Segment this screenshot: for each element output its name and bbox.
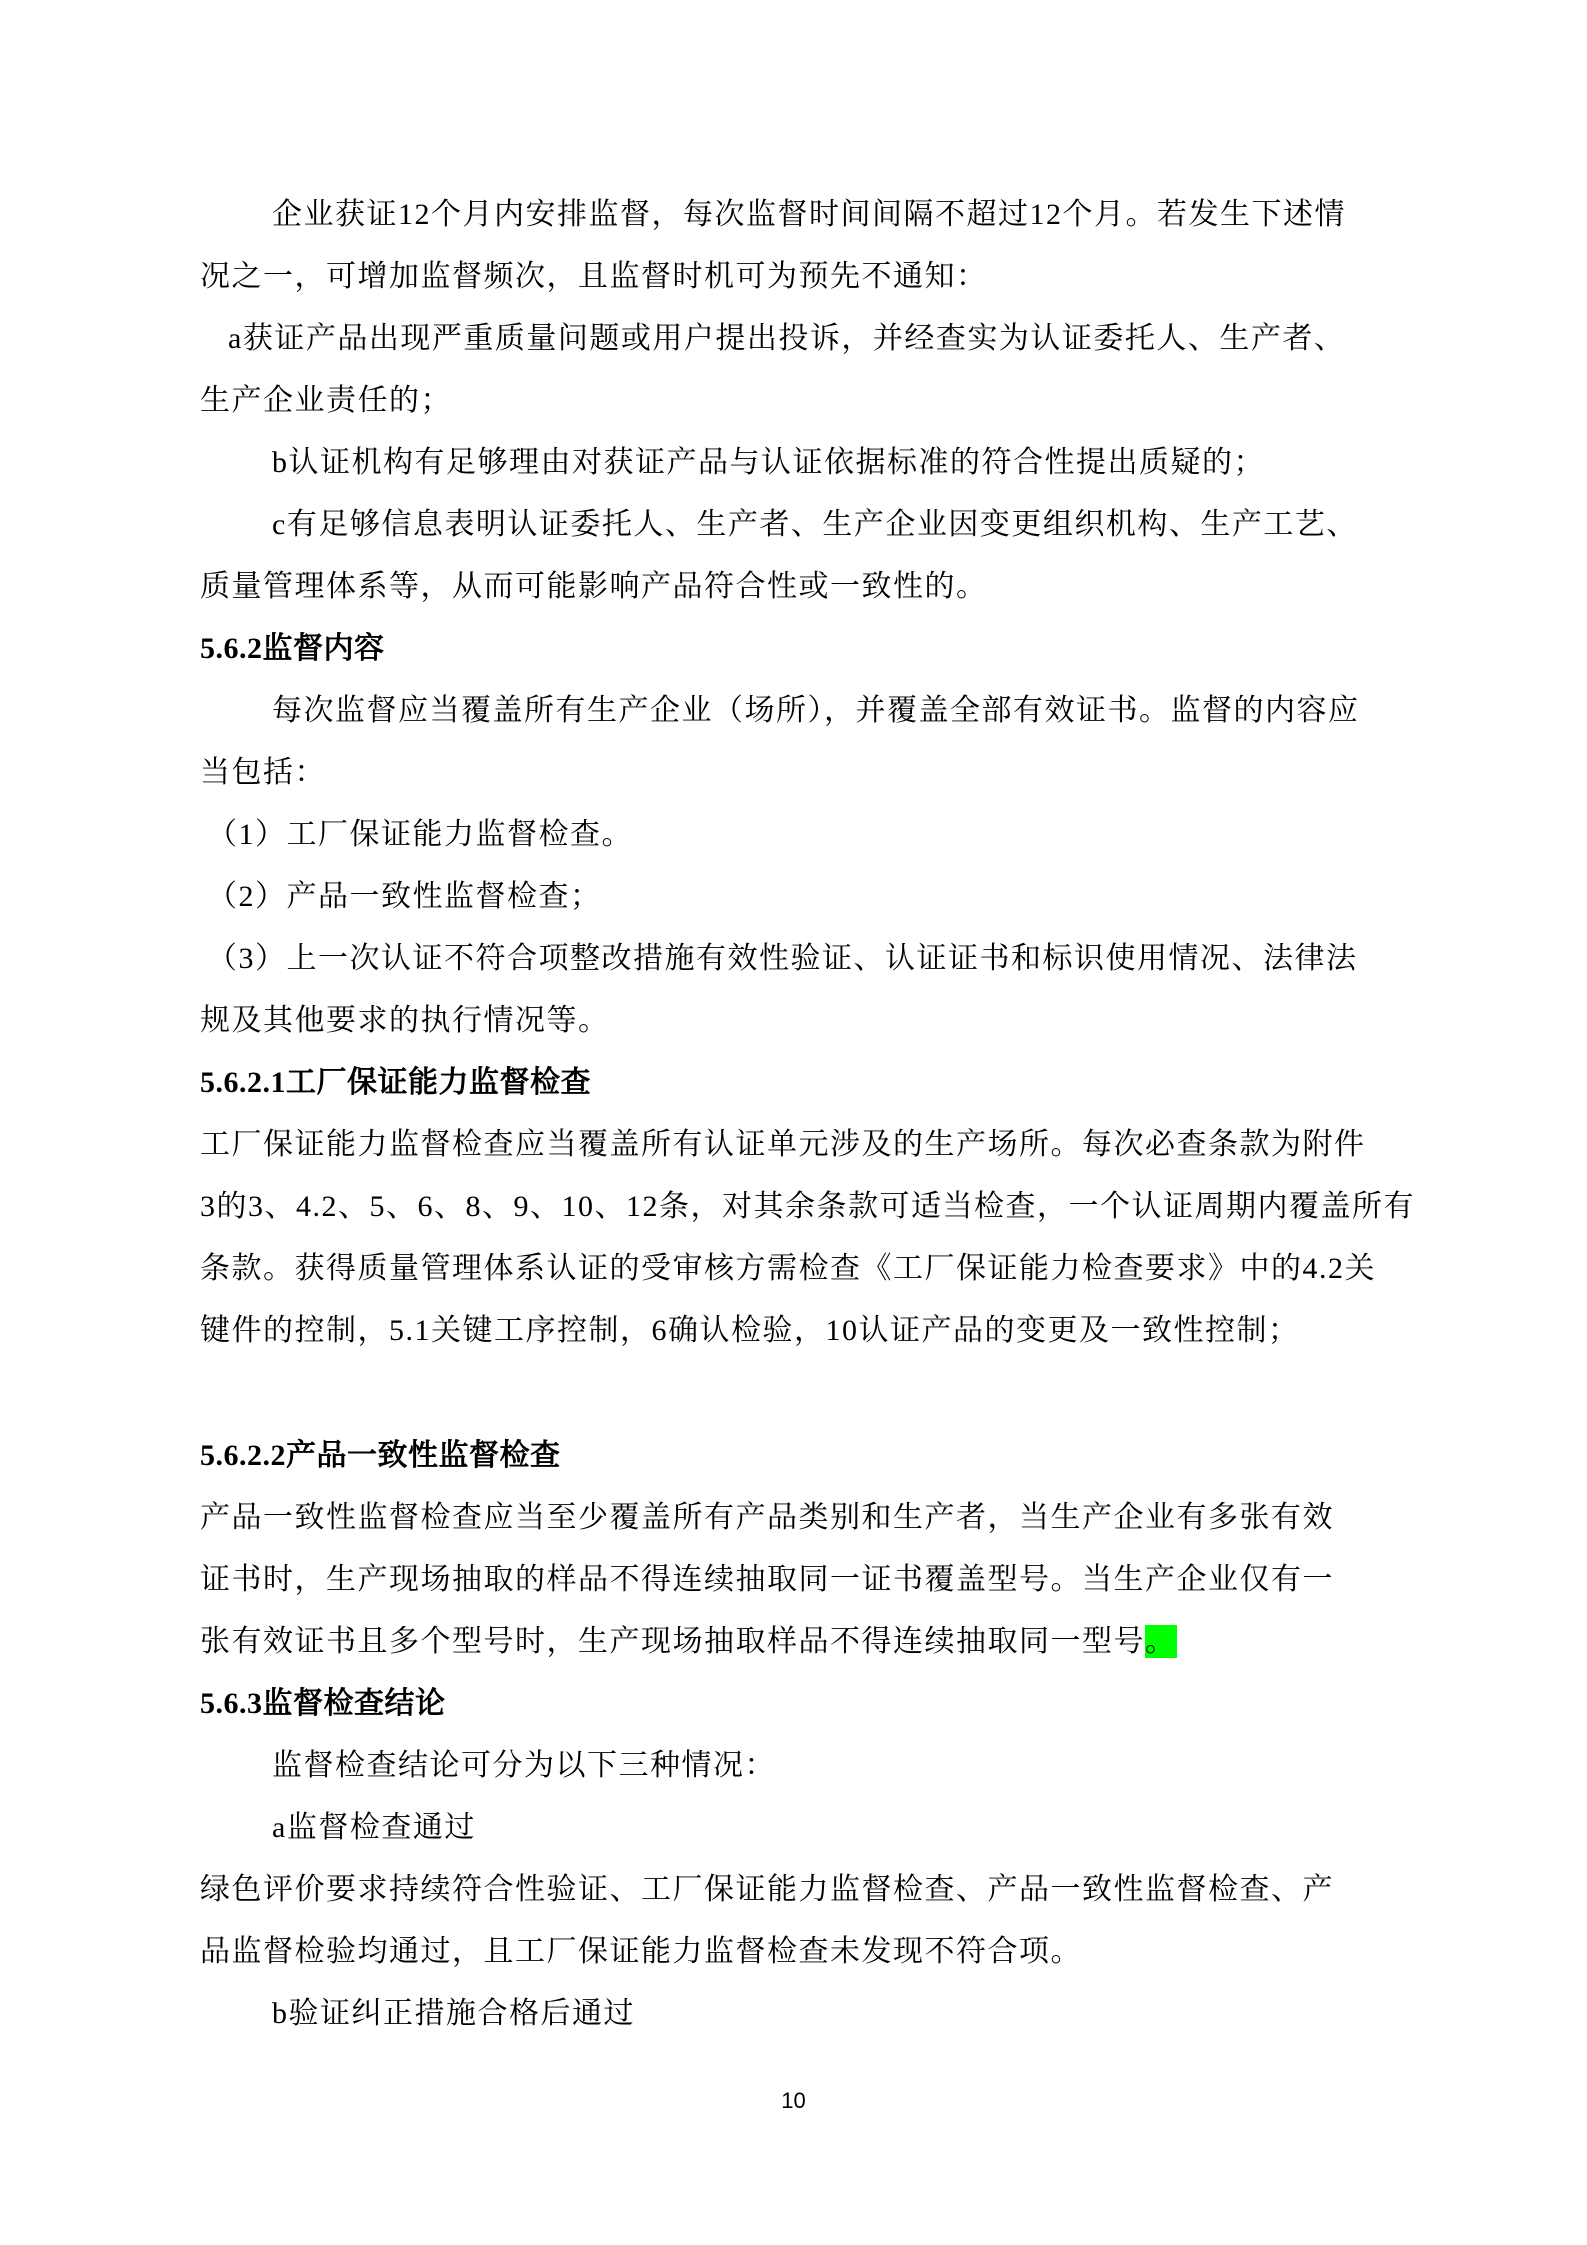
section-heading-5-6-2: 5.6.2监督内容 (200, 632, 385, 665)
paragraph-line: 规及其他要求的执行情况等。 (200, 1004, 610, 1037)
section-heading-5-6-2-1: 5.6.2.1工厂保证能力监督检查 (200, 1066, 591, 1099)
list-item-3: （3）上一次认证不符合项整改措施有效性验证、认证证书和标识使用情况、法律法 (207, 942, 1358, 975)
list-item-1: （1）工厂保证能力监督检查。 (207, 818, 633, 851)
list-item-b: b认证机构有足够理由对获证产品与认证依据标准的符合性提出质疑的； (272, 446, 1265, 479)
paragraph-line: 3的3、4.2、5、6、8、9、10、12条，对其余条款可适当检查，一个认证周期内覆盖所有 (200, 1190, 1415, 1223)
paragraph-line: 证书时，生产现场抽取的样品不得连续抽取同一证书覆盖型号。当生产企业仅有一 (200, 1563, 1334, 1596)
paragraph-line: 企业获证12个月内安排监督，每次监督时间间隔不超过12个月。若发生下述情 (272, 198, 1346, 231)
paragraph-line: 每次监督应当覆盖所有生产企业（场所），并覆盖全部有效证书。监督的内容应 (272, 694, 1360, 727)
paragraph-line: 条款。获得质量管理体系认证的受审核方需检查《工厂保证能力检查要求》中的4.2关 (200, 1252, 1376, 1285)
list-item-2: （2）产品一致性监督检查； (207, 880, 602, 913)
highlighted-text: 。 (1145, 1625, 1177, 1658)
paragraph-line: 工厂保证能力监督检查应当覆盖所有认证单元涉及的生产场所。每次必查条款为附件 (200, 1128, 1366, 1161)
section-heading-5-6-3: 5.6.3监督检查结论 (200, 1687, 446, 1720)
section-heading-5-6-2-2: 5.6.2.2产品一致性监督检查 (200, 1439, 561, 1472)
paragraph-line: 况之一，可增加监督频次，且监督时机可为预先不通知： (200, 260, 988, 293)
list-item-b: b验证纠正措施合格后通过 (272, 1997, 635, 2030)
paragraph-line: 生产企业责任的； (200, 384, 452, 417)
paragraph-text: 张有效证书且多个型号时，生产现场抽取样品不得连续抽取同一型号 (200, 1625, 1145, 1658)
list-item-a: a监督检查通过 (272, 1811, 476, 1844)
paragraph-line: 当包括： (200, 756, 326, 789)
list-item-c: c有足够信息表明认证委托人、生产者、生产企业因变更组织机构、生产工艺、 (272, 508, 1358, 541)
paragraph-line: 产品一致性监督检查应当至少覆盖所有产品类别和生产者，当生产企业有多张有效 (200, 1501, 1334, 1534)
paragraph-line: 质量管理体系等，从而可能影响产品符合性或一致性的。 (200, 570, 988, 603)
paragraph-line: 品监督检验均通过，且工厂保证能力监督检查未发现不符合项。 (200, 1935, 1082, 1968)
list-item-a: a获证产品出现严重质量问题或用户提出投诉，并经查实为认证委托人、生产者、 (228, 322, 1346, 355)
paragraph-line: 绿色评价要求持续符合性验证、工厂保证能力监督检查、产品一致性监督检查、产 (200, 1873, 1334, 1906)
paragraph-line (200, 1622, 1410, 1662)
page-number: 10 (781, 2088, 806, 2113)
paragraph-line: 监督检查结论可分为以下三种情况： (272, 1749, 776, 1782)
paragraph-line: 键件的控制，5.1关键工序控制，6确认检验，10认证产品的变更及一致性控制； (200, 1314, 1300, 1347)
